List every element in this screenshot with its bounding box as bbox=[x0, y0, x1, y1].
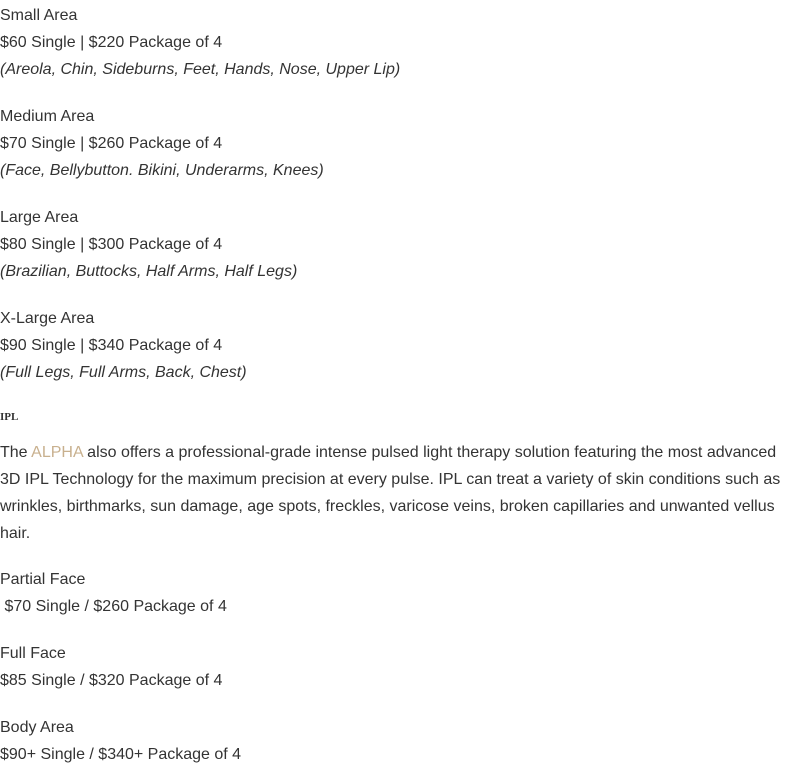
ipl-heading: IPL bbox=[0, 411, 19, 423]
large-area-title: Large Area bbox=[0, 209, 79, 226]
xlarge-area-title: X-Large Area bbox=[0, 310, 95, 327]
full-face-title: Full Face bbox=[0, 645, 66, 662]
partial-face-price: $70 Single / $260 Package of 4 bbox=[0, 598, 227, 615]
alpha-brand-link[interactable]: ALPHA bbox=[31, 444, 83, 461]
ipl-intro-after: also offers a professional-grade intense pulsed light therapy solution featuring the most advanced 3D IPL Technology for the maximum precision at every pulse. IPL can treat a variety of skin conditions such as wrinkles, birthmarks, sun damage, age spots, freckles, varicose veins, broken capillaries and unwanted vellus hair. bbox=[0, 444, 781, 542]
partial-face-title: Partial Face bbox=[0, 571, 86, 588]
medium-area-list: (Face, Bellybutton. Bikini, Underarms, Knees) bbox=[0, 162, 324, 179]
large-area-price: $80 Single | $300 Package of 4 bbox=[0, 236, 223, 253]
body-area-price: $90+ Single / $340+ Package of 4 bbox=[0, 746, 242, 763]
small-area-title: Small Area bbox=[0, 7, 78, 24]
full-face-price: $85 Single / $320 Package of 4 bbox=[0, 672, 223, 689]
xlarge-area-list: (Full Legs, Full Arms, Back, Chest) bbox=[0, 364, 247, 381]
medium-area-price: $70 Single | $260 Package of 4 bbox=[0, 135, 223, 152]
ipl-description bbox=[0, 439, 785, 547]
small-area-price: $60 Single | $220 Package of 4 bbox=[0, 34, 223, 51]
xlarge-area-price: $90 Single | $340 Package of 4 bbox=[0, 337, 223, 354]
large-area-list: (Brazilian, Buttocks, Half Arms, Half Legs) bbox=[0, 263, 298, 280]
small-area-list: (Areola, Chin, Sideburns, Feet, Hands, Nose, Upper Lip) bbox=[0, 61, 401, 78]
ipl-intro-before: The bbox=[0, 444, 32, 461]
medium-area-title: Medium Area bbox=[0, 108, 95, 125]
body-area-title: Body Area bbox=[0, 719, 74, 736]
